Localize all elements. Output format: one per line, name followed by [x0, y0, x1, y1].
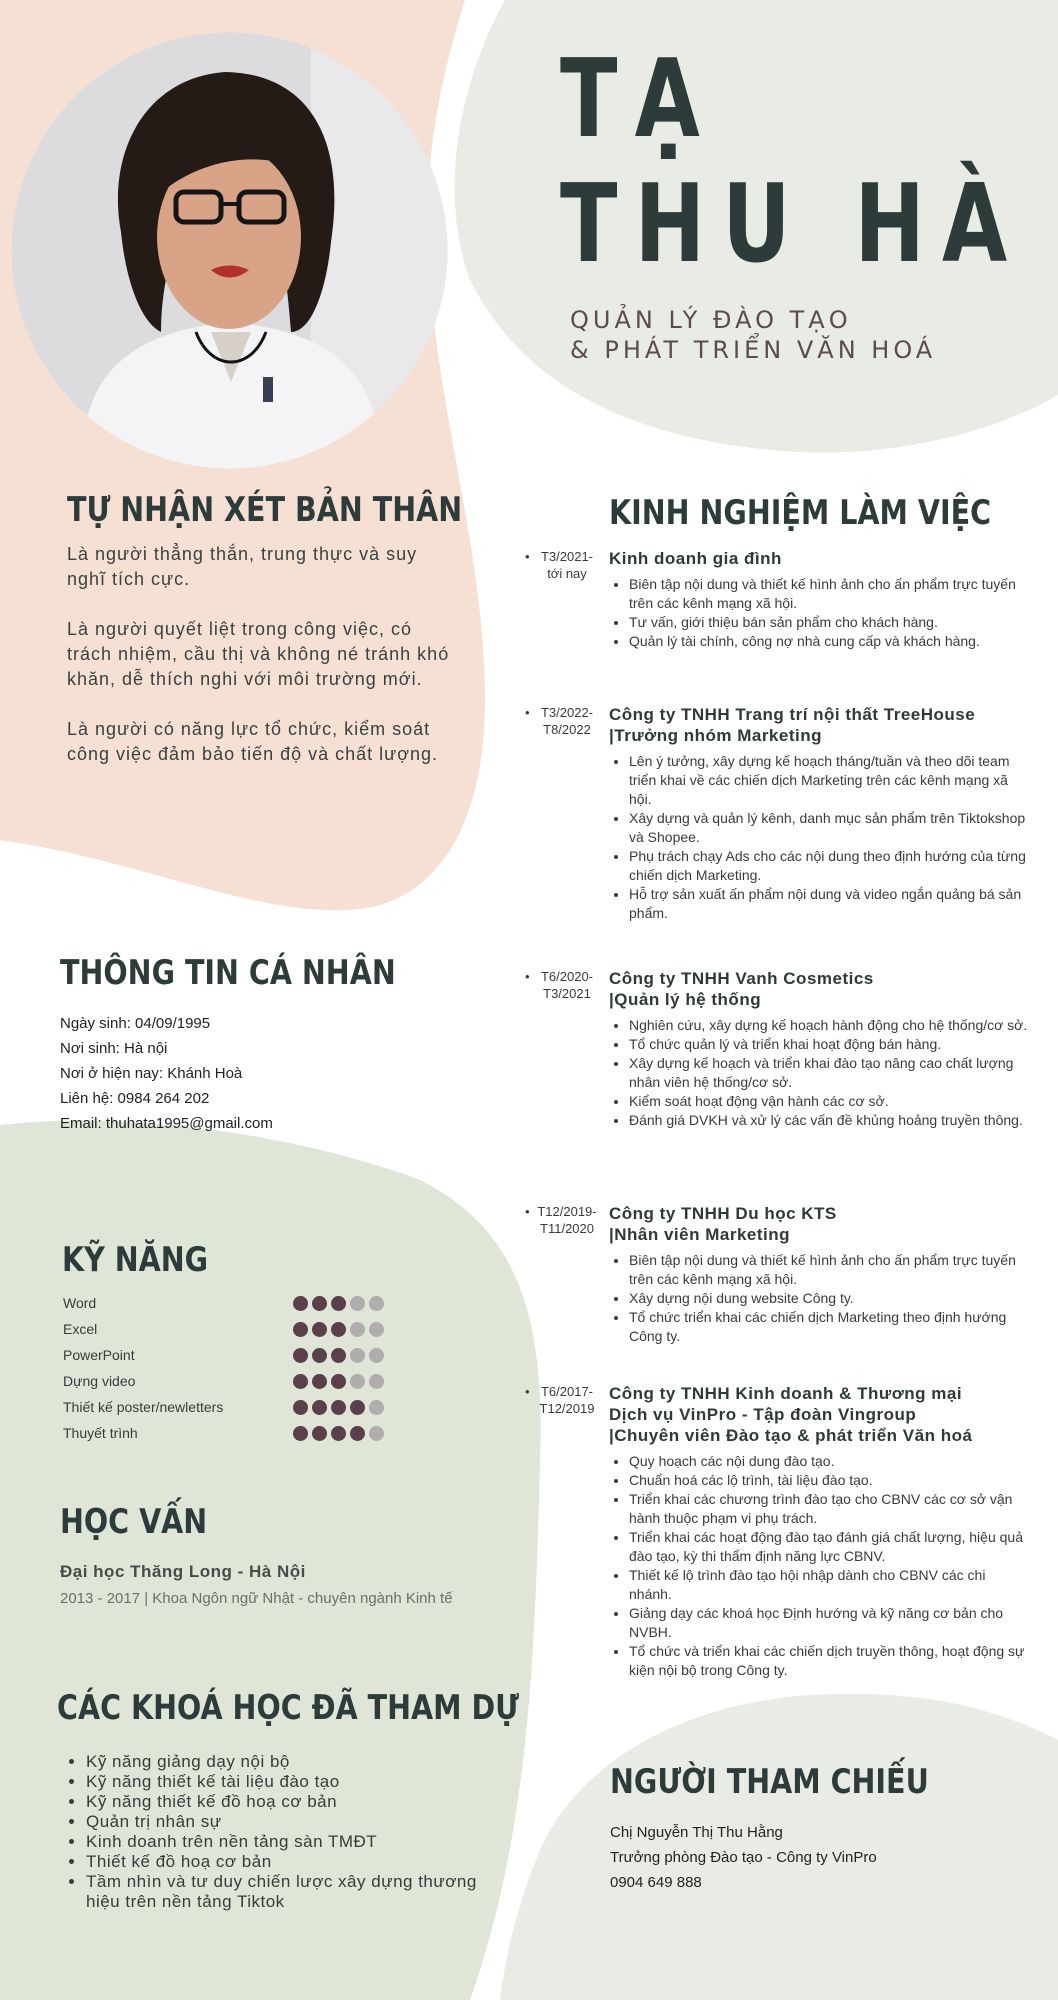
- phone: Liên hệ: 0984 264 202: [60, 1090, 210, 1107]
- name-line-1: TẠ: [560, 37, 717, 162]
- skill-label: Dựng video: [63, 1373, 136, 1389]
- skill-dot-filled: [331, 1348, 346, 1363]
- job-entry: [540, 548, 1029, 651]
- job-duty: • Nghiên cứu, xây dựng kế hoạch hành động cho hệ thống/cơ sở.: [629, 1016, 1029, 1035]
- about-paragraph: Là người thẳng thắn, trung thực và suy nghĩ tích cực.: [67, 544, 418, 589]
- course-item: • Tầm nhìn và tư duy chiến lược xây dựng thương hiệu trên nền tảng Tiktok: [86, 1872, 506, 1912]
- skill-dot-filled: [331, 1400, 346, 1415]
- about-paragraph: Là người có năng lực tổ chức, kiểm soát công việc đảm bảo tiến độ và chất lượng.: [67, 719, 439, 764]
- job-duty: • Thiết kế lộ trình đào tạo hội nhập dành cho CBNV các chi nhánh.: [629, 1566, 1029, 1604]
- skill-dot-empty: [369, 1348, 384, 1363]
- about-heading: TỰ NHẬN XÉT BẢN THÂN: [67, 490, 463, 530]
- skill-row: [63, 1420, 384, 1446]
- skill-dot-filled: [293, 1400, 308, 1415]
- job-date: • T6/2017- T12/2019: [527, 1383, 607, 1417]
- job-title: Công ty TNHH Du học KTS |Nhân viên Marketing: [609, 1204, 837, 1244]
- job-date: • T3/2022- T8/2022: [527, 704, 607, 738]
- experience-heading: KINH NGHIỆM LÀM VIỆC: [609, 493, 992, 533]
- job-duty: • Tư vấn, giới thiệu bán sản phẩm cho khách hàng.: [629, 613, 1029, 632]
- job-duty: • Lên ý tưởng, xây dựng kế hoạch tháng/tuần và theo dõi team triển khai về các chiến dịch Marketing trên các kênh mạng xã hội.: [629, 752, 1029, 809]
- job-duty: • Tổ chức triển khai các chiến dịch Marketing theo định hướng Công ty.: [629, 1308, 1029, 1346]
- skill-dot-filled: [312, 1296, 327, 1311]
- job-date: • T3/2021- tới nay: [527, 548, 607, 582]
- reference-phone: 0904 649 888: [610, 1874, 702, 1891]
- job-duties: [609, 1452, 1029, 1680]
- skill-dot-empty: [350, 1348, 365, 1363]
- course-item: • Thiết kế đồ hoạ cơ bản: [86, 1852, 506, 1872]
- skill-label: Thuyết trình: [63, 1425, 138, 1441]
- job-title: Kinh doanh gia đình: [609, 549, 782, 568]
- skill-level: [293, 1296, 384, 1311]
- course-item: • Kinh doanh trên nền tảng sàn TMĐT: [86, 1832, 506, 1852]
- course-item: • Kỹ năng thiết kế tài liệu đào tạo: [86, 1772, 506, 1792]
- skill-label: Thiết kế poster/newletters: [63, 1399, 224, 1415]
- education-entry: [60, 1562, 453, 1607]
- skill-row: [63, 1290, 384, 1316]
- skill-dot-filled: [293, 1426, 308, 1441]
- job-duty: • Triển khai các hoạt động đào tạo đánh giá chất lượng, hiệu quả đào tạo, kỳ thi thẩm định năng lực CBNV.: [629, 1528, 1029, 1566]
- skill-dot-filled: [331, 1322, 346, 1337]
- job-duty: • Quy hoạch các nội dung đào tạo.: [629, 1452, 1029, 1471]
- skill-dot-filled: [350, 1426, 365, 1441]
- skill-dot-filled: [312, 1348, 327, 1363]
- skill-label: Excel: [63, 1321, 98, 1337]
- job-date: • T6/2020- T3/2021: [527, 968, 607, 1002]
- skill-dot-empty: [350, 1322, 365, 1337]
- job-duty: • Xây dựng và quản lý kênh, danh mục sản phẩm trên Tiktokshop và Shopee.: [629, 809, 1029, 847]
- job-duty: • Tổ chức quản lý và triển khai hoạt động bán hàng.: [629, 1035, 1029, 1054]
- skill-level: [293, 1322, 384, 1337]
- job-duty: • Kiểm soát hoạt động vận hành các cơ sở.: [629, 1092, 1029, 1111]
- job-entry: [540, 968, 1029, 1130]
- course-item: • Kỹ năng giảng dạy nội bộ: [86, 1752, 506, 1772]
- courses-list: [58, 1752, 506, 1912]
- job-title-line-1: QUẢN LÝ ĐÀO TẠO: [570, 306, 852, 334]
- reference-info: [610, 1820, 877, 1895]
- birthdate: Ngày sinh: 04/09/1995: [60, 1015, 211, 1032]
- skill-dot-filled: [331, 1426, 346, 1441]
- job-duty: • Hỗ trợ sản xuất ấn phẩm nội dung và video ngắn quảng bá sản phẩm.: [629, 885, 1029, 923]
- skill-label: Word: [63, 1295, 97, 1311]
- reference-heading: NGƯỜI THAM CHIẾU: [610, 1762, 929, 1802]
- skill-dot-empty: [350, 1296, 365, 1311]
- skill-dot-empty: [369, 1322, 384, 1337]
- job-duty: • Xây dựng kế hoạch và triển khai đào tạo nâng cao chất lượng nhân viên hệ thống/cơ sở.: [629, 1054, 1029, 1092]
- job-duty: • Biên tập nội dung và thiết kế hình ảnh cho ấn phẩm trực tuyến trên các kênh mạng xã hội.: [629, 1251, 1029, 1289]
- current-residence: Nơi ở hiện nay: Khánh Hoà: [60, 1065, 243, 1082]
- skill-row: [63, 1394, 384, 1420]
- name-line-2: THU HÀ: [560, 162, 1025, 287]
- skill-dot-filled: [312, 1322, 327, 1337]
- skill-label: PowerPoint: [63, 1347, 135, 1363]
- job-entry: [537, 1203, 1029, 1346]
- job-duties: [609, 1251, 1029, 1346]
- job-title-line-2: & PHÁT TRIỂN VĂN HOÁ: [570, 336, 937, 364]
- skill-dot-filled: [293, 1322, 308, 1337]
- skill-level: [293, 1426, 384, 1441]
- skill-dot-filled: [293, 1374, 308, 1389]
- job-entry: [540, 704, 1029, 923]
- skill-row: [63, 1368, 384, 1394]
- skill-dot-filled: [312, 1374, 327, 1389]
- skill-dot-filled: [293, 1296, 308, 1311]
- job-title: Công ty TNHH Trang trí nội thất TreeHouse |Trưởng nhóm Marketing: [609, 705, 976, 745]
- course-item: • Kỹ năng thiết kế đồ hoạ cơ bản: [86, 1792, 506, 1812]
- skill-level: [293, 1400, 384, 1415]
- skill-dot-filled: [293, 1348, 308, 1363]
- skill-dot-filled: [312, 1426, 327, 1441]
- job-entry: [539, 1383, 1029, 1680]
- job-title: Công ty TNHH Vanh Cosmetics |Quản lý hệ thống: [609, 969, 874, 1009]
- job-duty: • Phụ trách chạy Ads cho các nội dung theo định hướng của từng chiến dịch Marketing.: [629, 847, 1029, 885]
- skill-dot-filled: [331, 1296, 346, 1311]
- courses-heading: CÁC KHOÁ HỌC ĐÃ THAM DỰ: [57, 1688, 520, 1728]
- profile-photo: [11, 32, 448, 469]
- skill-dot-filled: [312, 1400, 327, 1415]
- education-detail: 2013 - 2017 | Khoa Ngôn ngữ Nhật - chuyên ngành Kinh tế: [60, 1590, 453, 1607]
- job-duties: [609, 575, 1029, 651]
- email: Email: thuhata1995@gmail.com: [60, 1115, 273, 1132]
- job-duty: • Chuẩn hoá các lộ trình, tài liệu đào tạo.: [629, 1471, 1029, 1490]
- personal-info: [60, 1011, 273, 1136]
- job-date: • T12/2019- T11/2020: [527, 1203, 607, 1237]
- job-duty: • Giảng dạy các khoá học Định hướng và kỹ năng cơ bản cho NVBH.: [629, 1604, 1029, 1642]
- birthplace: Nơi sinh: Hà nội: [60, 1040, 168, 1057]
- skill-dot-filled: [331, 1374, 346, 1389]
- reference-name: Chị Nguyễn Thị Thu Hằng: [610, 1824, 783, 1841]
- skill-dot-empty: [369, 1374, 384, 1389]
- skill-dot-empty: [369, 1400, 384, 1415]
- skill-dot-empty: [350, 1374, 365, 1389]
- skills-list: [63, 1290, 384, 1446]
- skills-heading: KỸ NĂNG: [62, 1240, 209, 1280]
- job-duty: • Biên tập nội dung và thiết kế hình ảnh cho ấn phẩm trực tuyến trên các kênh mạng xã hội.: [629, 575, 1029, 613]
- job-duty: • Xây dựng nội dung website Công ty.: [629, 1289, 1029, 1308]
- skill-level: [293, 1348, 384, 1363]
- course-item: • Quản trị nhân sự: [86, 1812, 506, 1832]
- job-title: Công ty TNHH Kinh doanh & Thương mại Dịch vụ VinPro - Tập đoàn Vingroup |Chuyên viên Đào tạo & phát triển Văn hoá: [609, 1384, 973, 1445]
- job-duties: [609, 1016, 1029, 1130]
- skill-level: [293, 1374, 384, 1389]
- education-heading: HỌC VẤN: [60, 1502, 208, 1542]
- job-duties: [609, 752, 1029, 923]
- about-section: [67, 542, 462, 792]
- personal-heading: THÔNG TIN CÁ NHÂN: [60, 953, 396, 993]
- job-duty: • Quản lý tài chính, công nợ nhà cung cấp và khách hàng.: [629, 632, 1029, 651]
- skill-dot-empty: [369, 1426, 384, 1441]
- skill-dot-empty: [369, 1296, 384, 1311]
- reference-position: Trưởng phòng Đào tạo - Công ty VinPro: [610, 1849, 877, 1866]
- skill-row: [63, 1316, 384, 1342]
- job-duty: • Tổ chức và triển khai các chiến dịch truyền thông, hoạt động sự kiện nội bộ trong Công ty.: [629, 1642, 1029, 1680]
- about-paragraph: Là người quyết liệt trong công việc, có trách nhiệm, cầu thị và không né tránh khó khăn, dễ thích nghi với môi trường mới.: [67, 619, 450, 689]
- job-duty: • Triển khai các chương trình đào tạo cho CBNV các cơ sở vận hành thuộc phạm vi phụ trách.: [629, 1490, 1029, 1528]
- job-duty: • Đánh giá DVKH và xử lý các vấn đề khủng hoảng truyền thông.: [629, 1111, 1029, 1130]
- school-name: Đại học Thăng Long - Hà Nội: [60, 1562, 306, 1581]
- skill-row: [63, 1342, 384, 1368]
- skill-dot-filled: [350, 1400, 365, 1415]
